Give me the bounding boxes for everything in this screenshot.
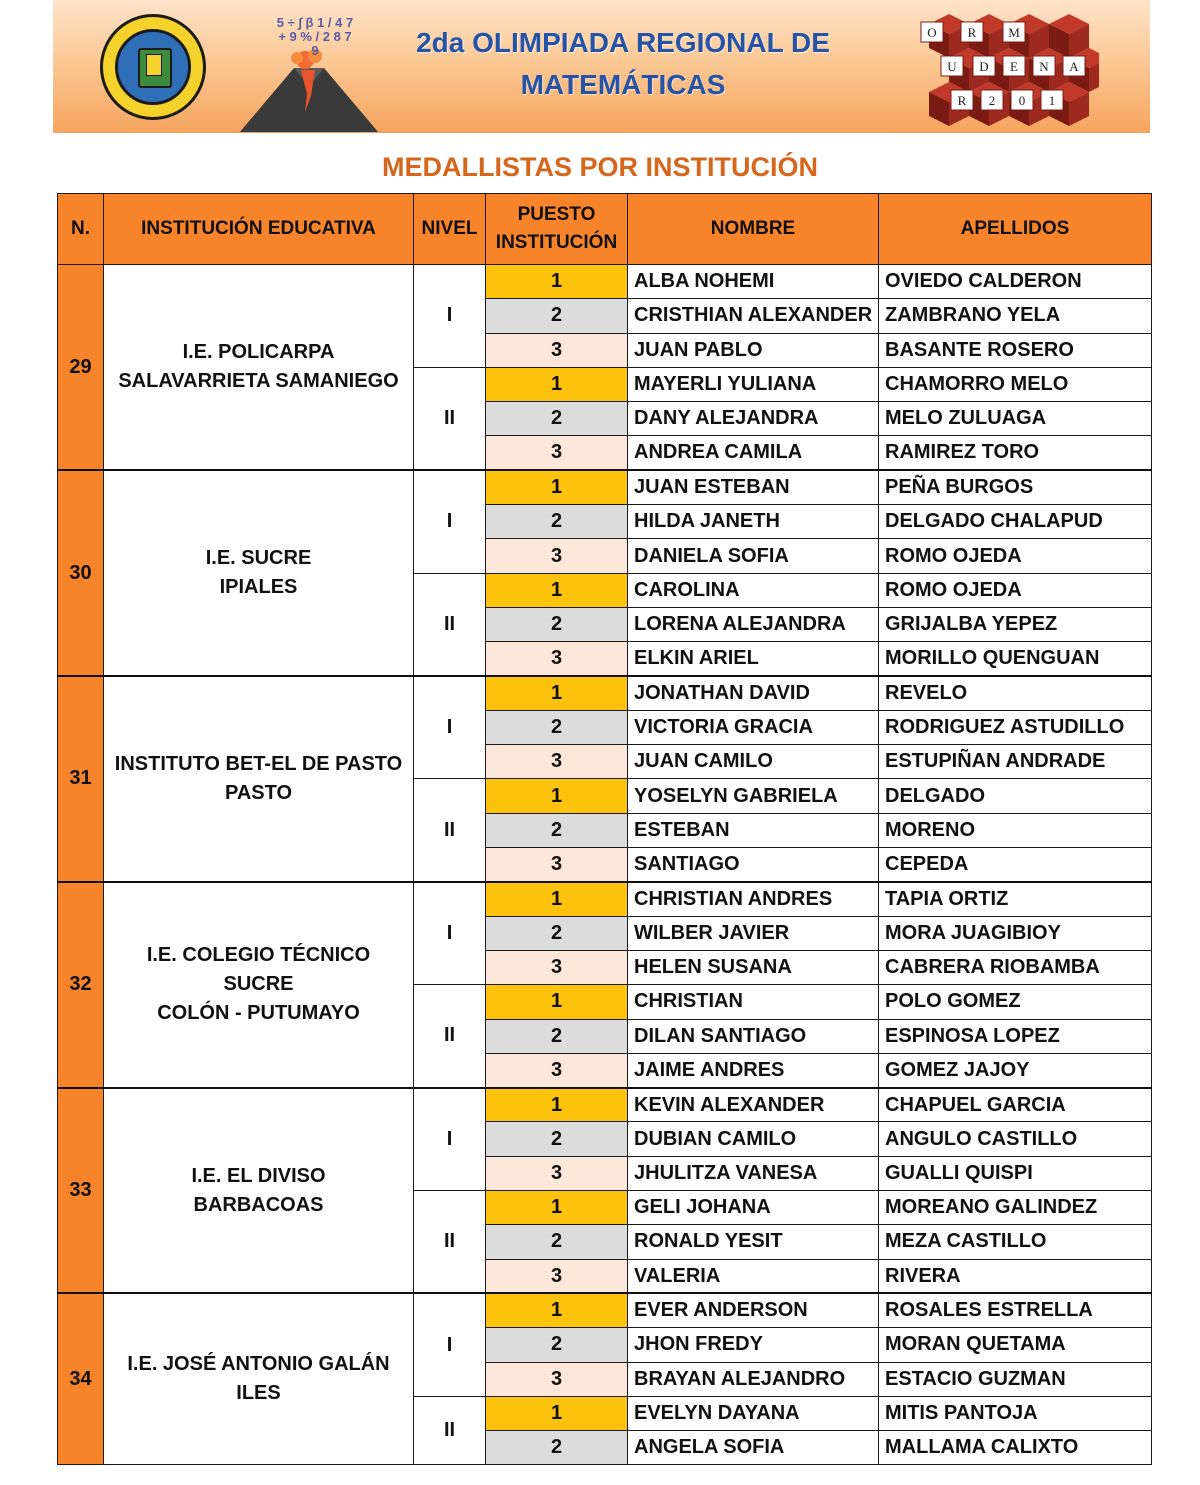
logo-letter: U (947, 59, 957, 74)
university-seal-logo (100, 14, 206, 120)
student-surname: MALLAMA CALIXTO (879, 1431, 1152, 1465)
student-name: WILBER JAVIER (628, 916, 879, 950)
table-row (58, 882, 1152, 916)
student-surname: CABRERA RIOBAMBA (879, 950, 1152, 984)
student-surname: ESTUPIÑAN ANDRADE (879, 745, 1152, 779)
header-banner (53, 0, 1150, 133)
seal-shield-icon (115, 29, 191, 105)
student-name: CHRISTIAN (628, 985, 879, 1019)
student-name: HELEN SUSANA (628, 950, 879, 984)
institution-number: 32 (58, 882, 104, 1088)
institution-name-line: INSTITUTO BET-EL DE PASTO (114, 752, 403, 775)
institution-name (104, 265, 414, 471)
student-name: JONATHAN DAVID (628, 676, 879, 710)
table-row (58, 1088, 1152, 1122)
title-line-1: 2da OLIMPIADA REGIONAL DE (416, 27, 830, 58)
logo-letter: 2 (988, 93, 996, 108)
student-surname: DELGADO CHALAPUD (879, 505, 1152, 539)
page-title (383, 22, 863, 106)
student-surname: ROMO OJEDA (879, 539, 1152, 573)
column-header-num: N. (58, 194, 104, 265)
position-cell: 1 (486, 676, 628, 710)
student-surname: ROSALES ESTRELLA (879, 1293, 1152, 1327)
student-surname: CHAMORRO MELO (879, 367, 1152, 401)
column-header-position-line1: PUESTO (517, 204, 596, 225)
column-header-surname: APELLIDOS (879, 194, 1152, 265)
student-surname: RAMIREZ TORO (879, 436, 1152, 470)
medalists-table (57, 193, 1152, 1465)
student-surname: OVIEDO CALDERON (879, 265, 1152, 299)
table-row (58, 470, 1152, 504)
institution-name-line: IPIALES (219, 576, 298, 599)
student-surname: GUALLI QUISPI (879, 1156, 1152, 1190)
student-name: SANTIAGO (628, 848, 879, 882)
student-surname: MORAN QUETAMA (879, 1328, 1152, 1362)
position-cell: 2 (486, 505, 628, 539)
student-name: ELKIN ARIEL (628, 642, 879, 676)
student-name: DUBIAN CAMILO (628, 1122, 879, 1156)
student-name: VALERIA (628, 1259, 879, 1293)
student-surname: REVELO (879, 676, 1152, 710)
institution-name-line: ILES (236, 1382, 281, 1405)
table-row (58, 676, 1152, 710)
institution-name (104, 676, 414, 882)
student-name: MAYERLI YULIANA (628, 367, 879, 401)
institution-name-line: I.E. JOSÉ ANTONIO GALÁN (127, 1353, 390, 1376)
position-cell: 2 (486, 1431, 628, 1465)
level-cell: II (414, 573, 486, 676)
institution-name-line: I.E. POLICARPA (182, 341, 335, 364)
level-cell: I (414, 882, 486, 985)
student-surname: ESPINOSA LOPEZ (879, 1019, 1152, 1053)
level-cell: II (414, 367, 486, 470)
section-subtitle: MEDALLISTAS POR INSTITUCIÓN (382, 152, 818, 182)
student-name: RONALD YESIT (628, 1225, 879, 1259)
logo-letter: M (1008, 25, 1020, 40)
institution-name-line: I.E. SUCRE (205, 547, 312, 570)
position-cell: 3 (486, 333, 628, 367)
position-cell: 2 (486, 607, 628, 641)
student-name: JUAN CAMILO (628, 745, 879, 779)
student-name: ALBA NOHEMI (628, 265, 879, 299)
student-name: JUAN ESTEBAN (628, 470, 879, 504)
student-name: ANGELA SOFIA (628, 1431, 879, 1465)
position-cell: 2 (486, 1019, 628, 1053)
level-cell: I (414, 676, 486, 779)
position-cell: 1 (486, 367, 628, 401)
level-cell: II (414, 985, 486, 1088)
student-name: DILAN SANTIAGO (628, 1019, 879, 1053)
institution-name-line: PASTO (224, 781, 293, 804)
position-cell: 2 (486, 402, 628, 436)
student-surname: MORILLO QUENGUAN (879, 642, 1152, 676)
column-header-position (486, 194, 628, 265)
logo-letter: 0 (1018, 93, 1026, 108)
institution-name-line: COLÓN - PUTUMAYO (157, 1002, 360, 1025)
student-surname: ROMO OJEDA (879, 573, 1152, 607)
student-surname: MELO ZULUAGA (879, 402, 1152, 436)
student-name: JAIME ANDRES (628, 1053, 879, 1087)
logo-letter: R (967, 25, 977, 40)
student-surname: MITIS PANTOJA (879, 1396, 1152, 1430)
student-name: CHRISTIAN ANDRES (628, 882, 879, 916)
student-name: DANIELA SOFIA (628, 539, 879, 573)
position-cell: 3 (486, 539, 628, 573)
position-cell: 3 (486, 1156, 628, 1190)
institution-number: 29 (58, 265, 104, 471)
position-cell: 1 (486, 985, 628, 1019)
column-header-institution: INSTITUCIÓN EDUCATIVA (104, 194, 414, 265)
position-cell: 3 (486, 848, 628, 882)
logo-letter: E (1010, 59, 1018, 74)
student-surname: GOMEZ JAJOY (879, 1053, 1152, 1087)
student-surname: MOREANO GALINDEZ (879, 1191, 1152, 1225)
student-name: ESTEBAN (628, 813, 879, 847)
institution-name (104, 882, 414, 1088)
student-name: JHULITZA VANESA (628, 1156, 879, 1190)
student-name: GELI JOHANA (628, 1191, 879, 1225)
student-name: YOSELYN GABRIELA (628, 779, 879, 813)
student-name: DANY ALEJANDRA (628, 402, 879, 436)
institution-number: 30 (58, 470, 104, 676)
position-cell: 3 (486, 950, 628, 984)
student-surname: ANGULO CASTILLO (879, 1122, 1152, 1156)
level-cell: II (414, 779, 486, 882)
position-cell: 1 (486, 1191, 628, 1225)
position-cell: 2 (486, 1122, 628, 1156)
position-cell: 1 (486, 1088, 628, 1122)
student-surname: ZAMBRANO YELA (879, 299, 1152, 333)
position-cell: 2 (486, 916, 628, 950)
position-cell: 1 (486, 470, 628, 504)
student-name: BRAYAN ALEJANDRO (628, 1362, 879, 1396)
student-surname: RODRIGUEZ ASTUDILLO (879, 710, 1152, 744)
student-name: JUAN PABLO (628, 333, 879, 367)
logo-letter: A (1069, 59, 1079, 74)
position-cell: 2 (486, 813, 628, 847)
institution-number: 31 (58, 676, 104, 882)
position-cell: 3 (486, 642, 628, 676)
level-cell: I (414, 265, 486, 368)
position-cell: 1 (486, 1396, 628, 1430)
institution-name (104, 1293, 414, 1464)
student-name: KEVIN ALEXANDER (628, 1088, 879, 1122)
student-name: ANDREA CAMILA (628, 436, 879, 470)
position-cell: 1 (486, 1293, 628, 1327)
student-surname: TAPIA ORTIZ (879, 882, 1152, 916)
student-name: LORENA ALEJANDRA (628, 607, 879, 641)
position-cell: 1 (486, 573, 628, 607)
student-name: VICTORIA GRACIA (628, 710, 879, 744)
level-cell: I (414, 470, 486, 573)
position-cell: 2 (486, 1225, 628, 1259)
table-row (58, 265, 1152, 299)
level-cell: I (414, 1293, 486, 1396)
position-cell: 3 (486, 1259, 628, 1293)
student-surname: MEZA CASTILLO (879, 1225, 1152, 1259)
logo-letter: O (927, 25, 937, 40)
math-symbols-decoration: 5 ÷ ∫ β 1 / 4 7 + 9 % / 2 8 7 9 (276, 15, 354, 58)
position-cell: 2 (486, 1328, 628, 1362)
student-surname: CHAPUEL GARCIA (879, 1088, 1152, 1122)
table-header-row (58, 194, 1152, 265)
institution-name (104, 1088, 414, 1294)
student-surname: POLO GOMEZ (879, 985, 1152, 1019)
student-surname: BASANTE ROSERO (879, 333, 1152, 367)
column-header-name: NOMBRE (628, 194, 879, 265)
column-header-level: NIVEL (414, 194, 486, 265)
level-cell: II (414, 1191, 486, 1294)
institution-name-line: I.E. COLEGIO TÉCNICO SUCRE (146, 944, 371, 996)
institution-name-line: I.E. EL DIVISO (191, 1164, 326, 1187)
student-surname: CEPEDA (879, 848, 1152, 882)
student-name: CRISTHIAN ALEXANDER (628, 299, 879, 333)
position-cell: 2 (486, 299, 628, 333)
student-name: EVELYN DAYANA (628, 1396, 879, 1430)
position-cell: 3 (486, 1053, 628, 1087)
position-cell: 3 (486, 1362, 628, 1396)
student-name: JHON FREDY (628, 1328, 879, 1362)
position-cell: 2 (486, 710, 628, 744)
position-cell: 1 (486, 779, 628, 813)
student-name: HILDA JANETH (628, 505, 879, 539)
student-surname: RIVERA (879, 1259, 1152, 1293)
student-surname: GRIJALBA YEPEZ (879, 607, 1152, 641)
column-header-position-line2: INSTITUCIÓN (495, 232, 618, 253)
logo-letter: 1 (1048, 93, 1056, 108)
level-cell: II (414, 1396, 486, 1465)
institution-number: 34 (58, 1293, 104, 1464)
student-surname: DELGADO (879, 779, 1152, 813)
logo-letter: D (979, 59, 989, 74)
position-cell: 3 (486, 436, 628, 470)
title-line-2: MATEMÁTICAS (520, 69, 726, 100)
student-surname: MORENO (879, 813, 1152, 847)
student-surname: MORA JUAGIBIOY (879, 916, 1152, 950)
institution-name-line: BARBACOAS (193, 1193, 324, 1216)
position-cell: 1 (486, 882, 628, 916)
logo-letter: R (957, 93, 967, 108)
position-cell: 3 (486, 745, 628, 779)
institution-number: 33 (58, 1088, 104, 1294)
table-row (58, 1293, 1152, 1327)
institution-name-line: SALAVARRIETA SAMANIEGO (118, 370, 399, 393)
student-name: EVER ANDERSON (628, 1293, 879, 1327)
student-surname: ESTACIO GUZMAN (879, 1362, 1152, 1396)
ormudenar-cubes-logo (919, 12, 1099, 130)
logo-letter: N (1039, 59, 1049, 74)
position-cell: 1 (486, 265, 628, 299)
student-name: CAROLINA (628, 573, 879, 607)
student-surname: PEÑA BURGOS (879, 470, 1152, 504)
level-cell: I (414, 1088, 486, 1191)
institution-name (104, 470, 414, 676)
